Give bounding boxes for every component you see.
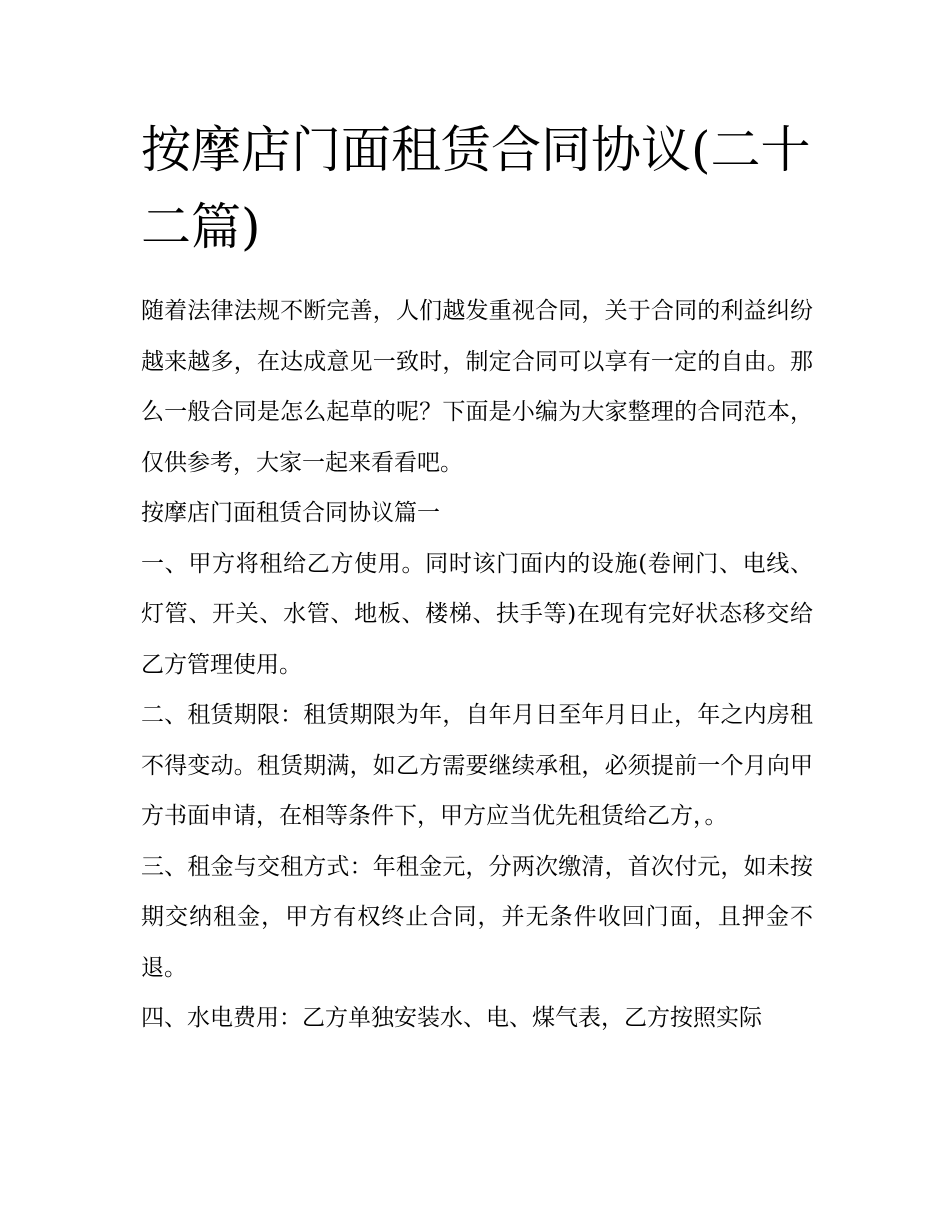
section-heading: 按摩店门面租赁合同协议篇一 xyxy=(141,500,440,526)
document-title: 按摩店门面租赁合同协议(二十二篇) xyxy=(141,121,811,256)
clause-3: 三、租金与交租方式：年租金元，分两次缴清，首次付元，如未按期交纳租金，甲方有权终止合同，并无条件收回门面，且押金不退。 xyxy=(141,853,813,981)
document-body xyxy=(141,112,813,1044)
intro-paragraph: 随着法律法规不断完善，人们越发重视合同，关于合同的利益纠纷越来越多，在达成意见一致时，制定合同可以享有一定的自由。那么一般合同是怎么起草的呢？下面是小编为大家整理的合同范本，仅供参考，大家一起来看看吧。 xyxy=(141,298,813,476)
clause-1: 一、甲方将租给乙方使用。同时该门面内的设施(卷闸门、电线、灯管、开关、水管、地板、楼梯、扶手等)在现有完好状态移交给乙方管理使用。 xyxy=(141,550,813,678)
clause-4: 四、水电费用：乙方单独安装水、电、煤气表，乙方按照实际 xyxy=(141,1005,762,1031)
clause-2: 二、租赁期限：租赁期限为年，自年月日至年月日止，年之内房租不得变动。租赁期满，如乙方需要继续承租，必须提前一个月向甲方书面申请，在相等条件下，甲方应当优先租赁给乙方，。 xyxy=(141,702,813,829)
